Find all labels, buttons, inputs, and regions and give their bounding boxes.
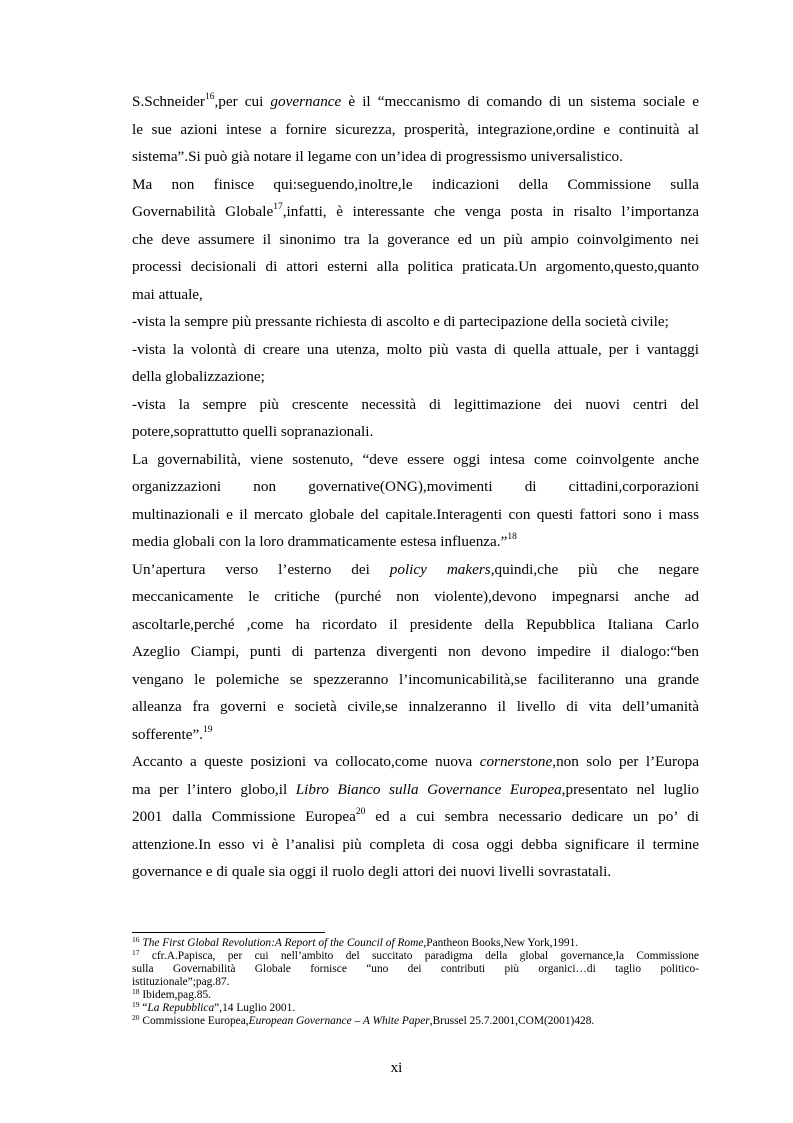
- text-line: Azeglio Ciampi, punti di partenza divergenti non devono impedire il dialogo:“ben: [132, 643, 699, 660]
- text-line: ma per l’intero globo,il Libro Bianco sulla Governance Europea,presentato nel luglio: [132, 780, 699, 798]
- text-line: Ma non finisce qui:seguendo,inoltre,le indicazioni della Commissione sulla: [132, 175, 699, 193]
- footnote-17: $^{17}$ cfr.A.Papisca, per cui nell’ambito del succitato paradigma della global governance,la Commissione: [132, 948, 699, 962]
- text-line: sistema”.Si può già notare il legame con un’idea di progressismo universalistico.: [132, 148, 623, 165]
- text-line: Governabilità Globale$^{17}$,infatti, è interessante che venga posta in risalto l’importanza: [132, 202, 699, 220]
- text-line: alleanza fra governi e società civile,se innalzeranno il livello di vita dell’umanità: [132, 698, 699, 715]
- text-line: Accanto a queste posizioni va collocato,come nuova cornerstone,non solo per l’Europa: [132, 753, 700, 770]
- footnote-20: $^{20}$ Commissione Europea,European Governance – A White Paper,Brussel 25.7.2001,COM(2001)428.: [132, 1013, 595, 1027]
- footnote-ref-17[interactable]: 17: [273, 202, 283, 212]
- footnote-ref-19[interactable]: 19: [202, 724, 213, 735]
- footnote-16: $^{16}$ The First Global Revolution:A Report of the Council of Rome,Pantheon Books,New York,1991.: [132, 935, 579, 949]
- text-line: processi decisionali di attori esterni alla politica praticata.Un argomento,questo,quanto: [132, 258, 699, 275]
- footnote-18: $^{18}$ Ibidem,pag.85.: [132, 987, 211, 1001]
- text-line: della globalizzazione;: [132, 368, 265, 385]
- text-line: vengano le polemiche se spezzeranno l’incomunicabilità,se faciliteranno una grande: [132, 670, 699, 688]
- text-line: -vista la sempre più crescente necessità di legittimazione dei nuovi centri del: [132, 395, 699, 413]
- footnotes: [132, 937, 699, 1028]
- text-line: potere,soprattutto quelli sopranazionali.: [132, 423, 374, 440]
- text-line: organizzazioni non governative(ONG),movimenti di cittadini,corporazioni: [132, 478, 699, 495]
- text-line: le sue azioni intese a fornire sicurezza, prosperità, integrazione,ordine e continuità al: [132, 120, 699, 138]
- footnote-17-line-2: sulla Governabilità Globale fornisce “uno dei contributi più organici…di taglio politico-: [132, 963, 699, 975]
- text-line: -vista la sempre più pressante richiesta di ascolto e di partecipazione della società civile;: [132, 313, 669, 330]
- text-line: media globali con la loro drammaticamente estesa influenza.”$^{18}$: [132, 532, 517, 550]
- text-line: attenzione.In esso vi è l’analisi più completa di cosa oggi debba significare il termine: [132, 835, 699, 853]
- text-line: che deve assumere il sinonimo tra la goverance ed un più ampio coinvolgimento nei: [132, 230, 699, 248]
- page-number: xi: [390, 1060, 403, 1076]
- text-line: governance e di quale sia oggi il ruolo degli attori dei nuovi livelli sovrastatali.: [132, 863, 612, 880]
- text-line: ascoltarle,perché ,come ha ricordato il presidente della Repubblica Italiana Carlo: [132, 615, 699, 633]
- body-text: [132, 88, 699, 886]
- text-line: -vista la volontà di creare una utenza, molto più vasta di quella attuale, per i vantaggi: [132, 340, 699, 358]
- text-line: 2001 dalla Commissione Europea$^{20}$ ed a cui sembra necessario dedicare un po’ di: [132, 807, 699, 825]
- text-line: La governabilità, viene sostenuto, “deve essere oggi intesa come coinvolgente anche: [132, 450, 699, 468]
- footnote-19: $^{19}$ “La Repubblica”,14 Luglio 2001.: [132, 1000, 296, 1014]
- text-line: S.Schneider$^{16}$,per cui governance è il “meccanismo di comando di un sistema sociale e: [132, 92, 699, 110]
- footnote-ref-16[interactable]: 16: [204, 92, 215, 102]
- text-line: multinazionali e il mercato globale del capitale.Interagenti con questi fattori sono i mass: [132, 505, 699, 523]
- footnote-ref-20[interactable]: 20: [355, 807, 366, 817]
- footnote-ref-18[interactable]: 18: [507, 532, 517, 542]
- text-line: meccanicamente le critiche (purché non violente),devono impegnarsi anche ad: [132, 588, 699, 605]
- text-line: mai attuale,: [132, 285, 203, 303]
- text-line: sofferente”.$^{19}$: [132, 724, 213, 743]
- footnote-divider: [132, 932, 325, 933]
- text-line: Un’apertura verso l’esterno dei policy makers,quindi,che più che negare: [132, 560, 699, 578]
- footnote-17-line-3: istituzionale”;pag.87.: [132, 976, 230, 988]
